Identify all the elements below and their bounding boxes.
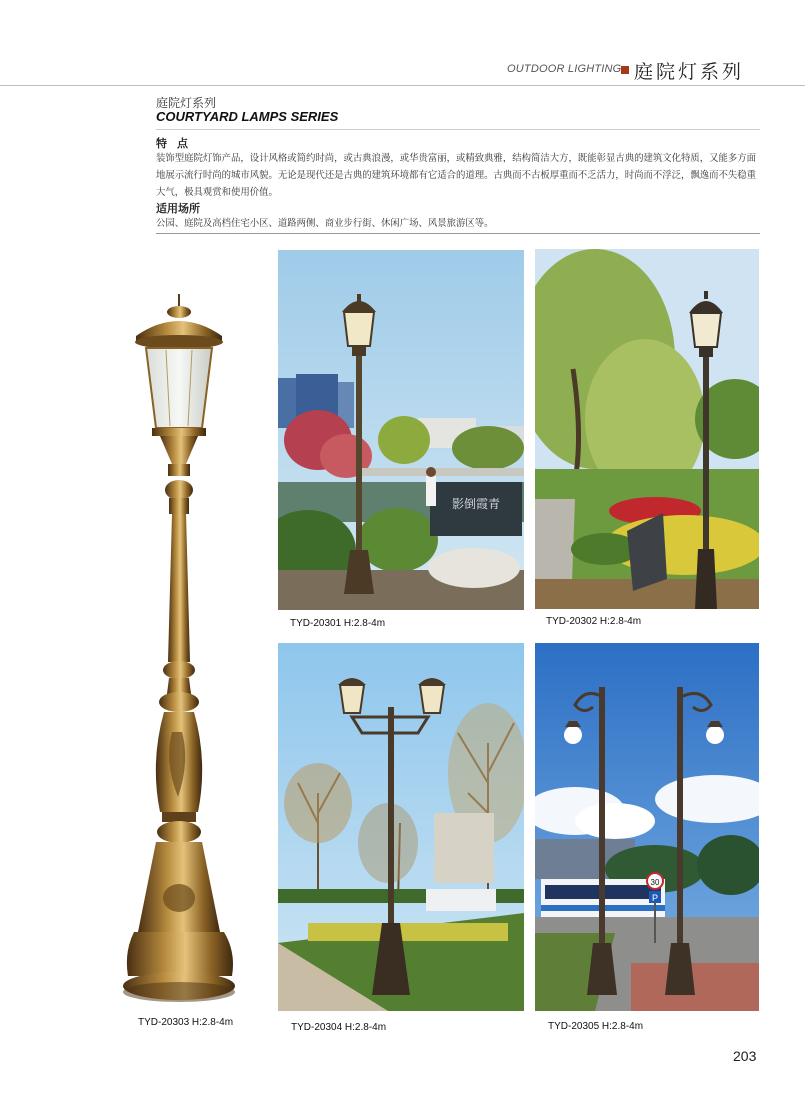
header-square-icon [621, 66, 629, 74]
product-photo-tyd-20301 [278, 250, 524, 610]
header-chinese-title: 庭院灯系列 [634, 61, 745, 83]
product-caption-tyd-20303: TYD-20303 H:2.8-4m [138, 1017, 234, 1028]
bus-stop-text: P [651, 893, 659, 903]
product-caption-tyd-20304: TYD-20304 H:2.8-4m [291, 1022, 387, 1033]
section-divider [156, 129, 760, 130]
product-photo-tyd-20302 [535, 249, 759, 609]
header-english-title: OUTDOOR LIGHTING [507, 63, 622, 75]
section-title-chinese: 庭院灯系列 [156, 96, 217, 110]
product-photo-tyd-20303 [120, 292, 244, 1008]
product-photo-tyd-20305 [535, 643, 759, 1011]
section-title-english: COURTYARD LAMPS SERIES [156, 109, 339, 124]
page-number: 203 [733, 1048, 757, 1064]
header-rule [0, 85, 805, 86]
features-heading: 特点 [156, 137, 198, 150]
usage-text: 公园、庭院及高档住宅小区、道路两侧、商业步行街、休闲广场、风景旅游区等。 [156, 218, 494, 229]
product-caption-tyd-20301: TYD-20301 H:2.8-4m [290, 618, 386, 629]
usage-heading: 适用场所 [156, 202, 200, 215]
features-text: 装饰型庭院灯饰产品，设计风格或简约时尚，或古典浪漫，或华贵富丽，或精致典雅，结构简洁大方，既能彰显古典的建筑文化特质，又能多方面地展示流行时尚的城市风貌。无论是现代还是古典的建筑环境都有它适合的道理。古典而不古板厚重而不乏活力，时尚而不浮泛，飘逸而不失稳重大气，极具观赏和使用价值。 [156, 153, 757, 198]
content-divider [156, 233, 760, 234]
product-photo-tyd-20304 [278, 643, 524, 1011]
stone-sign-text: 影倒霞青 [451, 497, 501, 511]
product-caption-tyd-20305: TYD-20305 H:2.8-4m [548, 1021, 644, 1032]
product-caption-tyd-20302: TYD-20302 H:2.8-4m [546, 616, 642, 627]
speed-limit-text: 30 [650, 878, 660, 887]
